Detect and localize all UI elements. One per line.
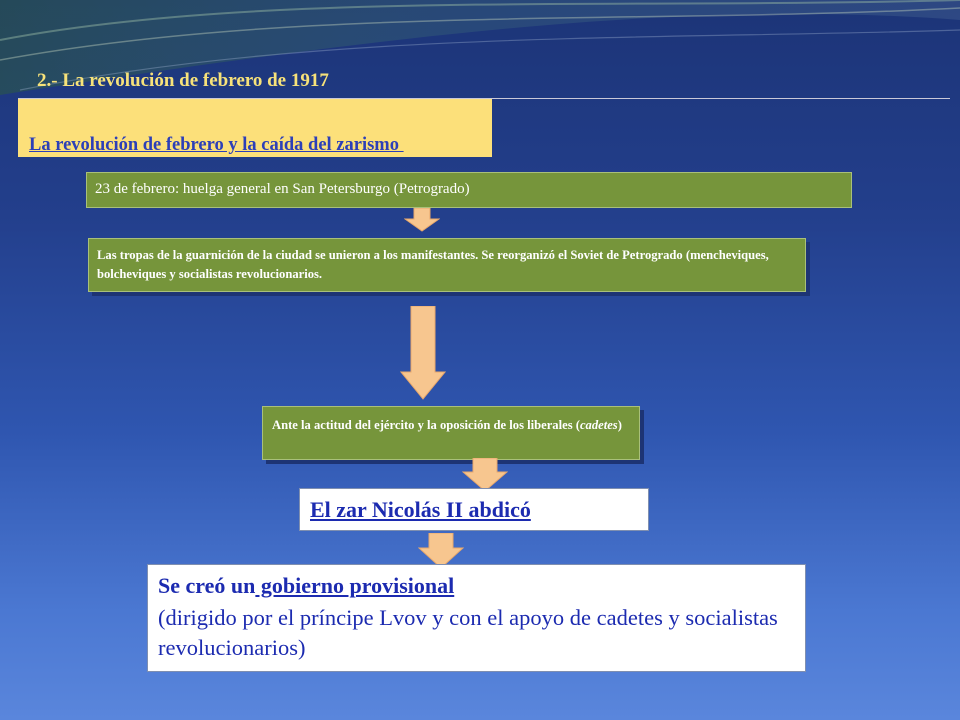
provisional-government-prefix: Se creó un — [158, 573, 256, 598]
provisional-government-box — [147, 564, 806, 672]
step-army-liberals — [262, 406, 640, 460]
arrow-down-icon — [400, 306, 446, 400]
heading-link[interactable]: La revolución de febrero y la caída del zarismo — [29, 135, 404, 155]
step-troops-soviet-text: Las tropas de la guarnición de la ciudad se unieron a los manifestantes. Se reorganizó el Soviet de Petrogrado (mencheviques, bolcheviques y socialistas revolucionarios. — [97, 248, 769, 281]
top-decoration-swoosh — [0, 0, 960, 110]
arrow-down-icon — [462, 458, 508, 492]
step-general-strike — [86, 172, 852, 208]
step-army-liberals-text-end: ) — [617, 418, 622, 432]
step-general-strike-text: 23 de febrero: huelga general en San Petersburgo (Petrogrado) — [95, 181, 470, 197]
provisional-government-detail: (dirigido por el príncipe Lvov y con el apoyo de cadetes y socialistas revolucionarios) — [158, 605, 778, 660]
step-troops-soviet — [88, 238, 806, 292]
step-army-liberals-text-main: Ante la actitud del ejército y la oposición de los liberales ( — [272, 418, 580, 432]
step-army-liberals-text — [272, 415, 633, 435]
tsar-abdication-text: El zar Nicolás II abdicó — [310, 497, 531, 522]
tsar-abdication-box — [299, 488, 649, 531]
provisional-government-link[interactable]: gobierno provisional — [255, 573, 455, 598]
provisional-government-title — [158, 573, 454, 599]
arrow-down-icon — [404, 208, 440, 232]
step-army-liberals-cadetes: cadetes — [579, 418, 618, 432]
heading-box — [18, 99, 492, 157]
section-title: 2.- La revolución de febrero de 1917 — [37, 70, 329, 91]
